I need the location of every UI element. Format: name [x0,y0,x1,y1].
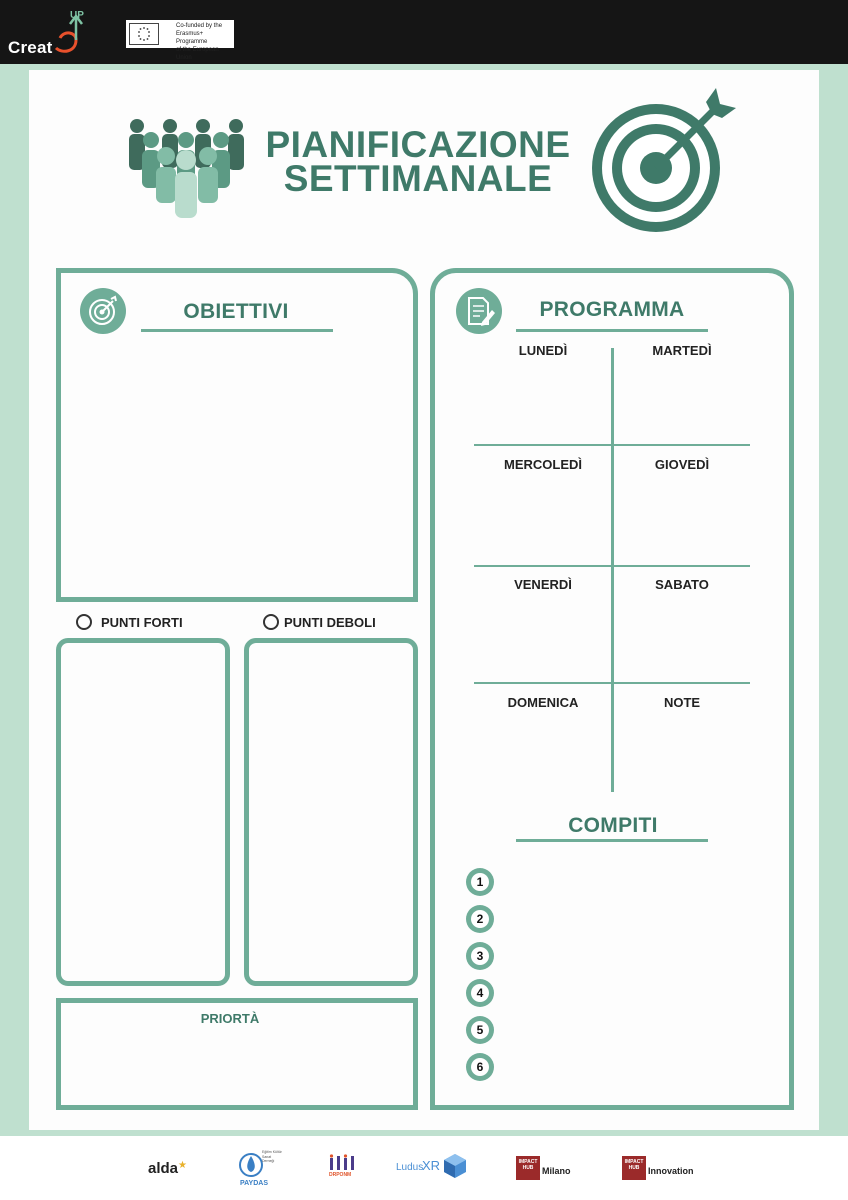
impact-hub-innovation-icon [622,1156,646,1180]
brand-text: Creat [8,38,53,57]
schedule-divider-2 [474,565,750,567]
paydas-logo [236,1148,282,1194]
task-number-5 [466,1016,494,1044]
impact-hub-milano-icon [516,1156,540,1180]
eu-flag-icon [129,23,159,45]
team-group-icon [126,118,248,222]
eu-text-line-1: Co-funded by the [176,23,223,29]
schedule-divider-1 [474,444,750,446]
eu-cofunded-logo [126,20,234,61]
alda-logo [148,1160,187,1177]
schedule-divider-3 [474,682,750,684]
cube-icon [442,1152,468,1180]
task-number-2-text: 2 [471,910,489,928]
task-number-5-text: 5 [471,1021,489,1039]
objectives-title: OBIETTIVI [183,300,289,323]
weaknesses-label: PUNTI DEBOLI [284,615,376,630]
objectives-underline [141,329,333,332]
top-bar [0,0,848,64]
strengths-box[interactable] [56,638,230,986]
program-underline [516,329,708,332]
task-number-6 [466,1053,494,1081]
task-number-4 [466,979,494,1007]
impact-hub-milano-text: Milano [542,1166,571,1176]
impact-hub-innovation-text: Innovation [648,1166,694,1176]
create-up-logo [8,8,84,60]
program-title: PROGRAMMA [539,298,685,321]
day-monday[interactable]: LUNEDÌ [518,343,568,358]
day-thursday[interactable]: GIOVEDÌ [654,457,710,472]
task-number-3 [466,942,494,970]
day-friday[interactable]: VENERDÌ [514,577,572,592]
priority-label: PRIORTÀ [200,1011,260,1026]
strengths-radio[interactable] [76,614,92,630]
day-sunday[interactable]: DOMENICA [507,695,579,710]
schedule-divider-vertical [611,348,614,792]
ludusxr-logo [396,1152,470,1184]
title-line-1: PIANIFICAZIONE [265,124,571,165]
alda-text: alda [148,1160,179,1177]
task-number-2 [466,905,494,933]
arrow-e-icon [50,8,86,60]
day-saturday[interactable]: SABATO [655,577,709,592]
ludus-text: Ludus [396,1162,424,1173]
weaknesses-box[interactable] [244,638,418,986]
brand-up-text: UP [70,10,84,21]
document-edit-icon [456,288,502,334]
task-number-1-text: 1 [471,873,489,891]
tasks-title: COMPITI [568,814,658,837]
tasks-underline [516,839,708,842]
paydas-small-text: Eğitim Kültür Sanat Derneği [262,1150,282,1163]
task-number-4-text: 4 [471,984,489,1002]
partner-footer [0,1136,848,1200]
task-number-6-text: 6 [471,1058,489,1076]
day-tuesday[interactable]: MARTEDÌ [652,343,712,358]
eu-text-line-2: Erasmus+ Programme [176,31,208,45]
weaknesses-radio[interactable] [263,614,279,630]
xr-text: XR [422,1158,441,1173]
task-number-1 [466,868,494,896]
task-number-3-text: 3 [471,947,489,965]
alda-star-icon: ★ [178,1160,187,1171]
drponm-emblem-icon [328,1154,356,1172]
day-wednesday[interactable]: MERCOLEDÌ [504,457,582,472]
paydas-text: PAYDAS [240,1180,269,1187]
title-line-2: SETTIMANALE [283,158,553,199]
impact-hub-milano-small: IMPACT HUB [518,1159,538,1171]
impact-hub-innovation-small: IMPACT HUB [624,1159,644,1171]
objective-target-icon [80,288,126,334]
eu-text-line-3: of the European Union [176,47,219,61]
page-title [248,124,588,199]
target-icon [588,84,740,238]
strengths-label: PUNTI FORTI [101,615,183,630]
drponm-logo [328,1154,358,1184]
drponm-text: DRPONM [329,1172,352,1178]
eu-text [176,22,234,62]
notes-cell[interactable]: NOTE [663,695,701,710]
